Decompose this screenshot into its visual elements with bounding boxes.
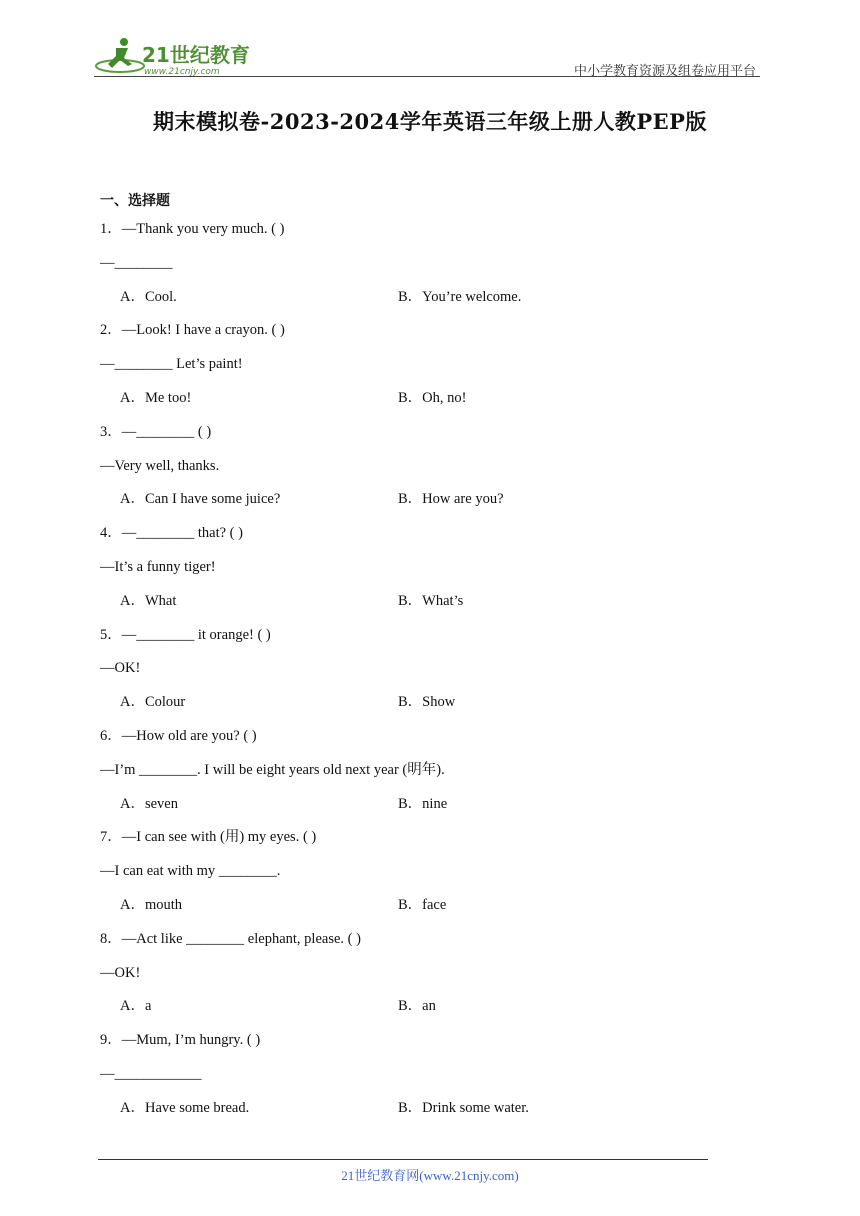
- option-a: A．Me too!: [120, 389, 192, 406]
- question-6: [100, 720, 740, 821]
- question-response: —I’m ________. I will be eight years old next year (明年).: [100, 761, 445, 778]
- question-7: [100, 821, 740, 922]
- options-row: [100, 382, 740, 416]
- option-a: A．seven: [120, 795, 178, 812]
- question-3: [100, 416, 740, 517]
- options-row: [100, 281, 740, 315]
- logo-title: 21世纪教育: [142, 43, 250, 67]
- page-header: [94, 36, 760, 78]
- question-prompt: 5．—________ it orange! ( ): [100, 626, 271, 643]
- question-prompt: 3．—________ ( ): [100, 423, 212, 440]
- question-prompt: 8．—Act like ________ elephant, please. ( ): [100, 930, 361, 947]
- question-prompt: 1．—Thank you very much. ( ): [100, 221, 285, 237]
- question-8: [100, 923, 740, 1024]
- question-response: —________: [100, 254, 173, 271]
- question-response: —I can eat with my ________.: [100, 863, 281, 880]
- question-prompt: 6．—How old are you? ( ): [100, 727, 257, 744]
- options-row: [100, 686, 740, 720]
- question-response: —OK!: [100, 660, 141, 677]
- question-2: [100, 314, 740, 415]
- question-5: [100, 619, 740, 720]
- options-row: [100, 585, 740, 619]
- logo: [94, 36, 264, 78]
- options-row: [100, 990, 740, 1024]
- option-a: A．mouth: [120, 896, 183, 913]
- option-b: B．You’re welcome.: [398, 288, 522, 305]
- question-9: [100, 1024, 740, 1125]
- option-b: B．Drink some water.: [398, 1099, 529, 1116]
- option-b: B．Oh, no!: [398, 389, 467, 406]
- question-response: —Very well, thanks.: [100, 457, 220, 474]
- question-response: —It’s a funny tiger!: [100, 558, 216, 575]
- platform-label: 中小学教育资源及组卷应用平台: [573, 64, 756, 79]
- question-prompt: 2．—Look! I have a crayon. ( ): [100, 322, 285, 339]
- option-b: B．Show: [398, 694, 456, 711]
- footer-link[interactable]: 21世纪教育网(www.21cnjy.com): [341, 1168, 519, 1183]
- options-row: [100, 788, 740, 822]
- footer-divider: [98, 1159, 708, 1160]
- question-prompt: 9．—Mum, I’m hungry. ( ): [100, 1032, 261, 1049]
- option-b: B．nine: [398, 795, 448, 812]
- option-a: A．a: [120, 998, 152, 1015]
- question-response: —____________: [100, 1065, 202, 1082]
- options-row: [100, 483, 740, 517]
- option-b: B．an: [398, 998, 436, 1015]
- option-a: A．Colour: [120, 694, 186, 711]
- option-b: B．face: [398, 896, 447, 913]
- option-a: A．Cool.: [120, 288, 177, 305]
- question-response: —________ Let’s paint!: [100, 356, 243, 373]
- option-a: A．What: [120, 592, 177, 609]
- section-heading: 一、选择题: [100, 193, 170, 209]
- logo-url: www.21cnjy.com: [144, 67, 220, 77]
- options-row: [100, 1092, 740, 1126]
- question-prompt: 7．—I can see with (用) my eyes. ( ): [100, 829, 317, 846]
- question-prompt: 4．—________ that? ( ): [100, 525, 243, 542]
- option-a: A．Have some bread.: [120, 1099, 250, 1116]
- option-b: B．How are you?: [398, 491, 504, 508]
- question-response: —OK!: [100, 964, 141, 981]
- options-row: [100, 889, 740, 923]
- question-4: [100, 517, 740, 618]
- page-title: 期末模拟卷-2023-2024学年英语三年级上册人教PEP版: [153, 109, 707, 134]
- option-b: B．What’s: [398, 592, 464, 609]
- question-list: [100, 213, 740, 1126]
- question-1: [100, 213, 740, 314]
- header-divider: [94, 76, 760, 77]
- option-a: A．Can I have some juice?: [120, 491, 281, 508]
